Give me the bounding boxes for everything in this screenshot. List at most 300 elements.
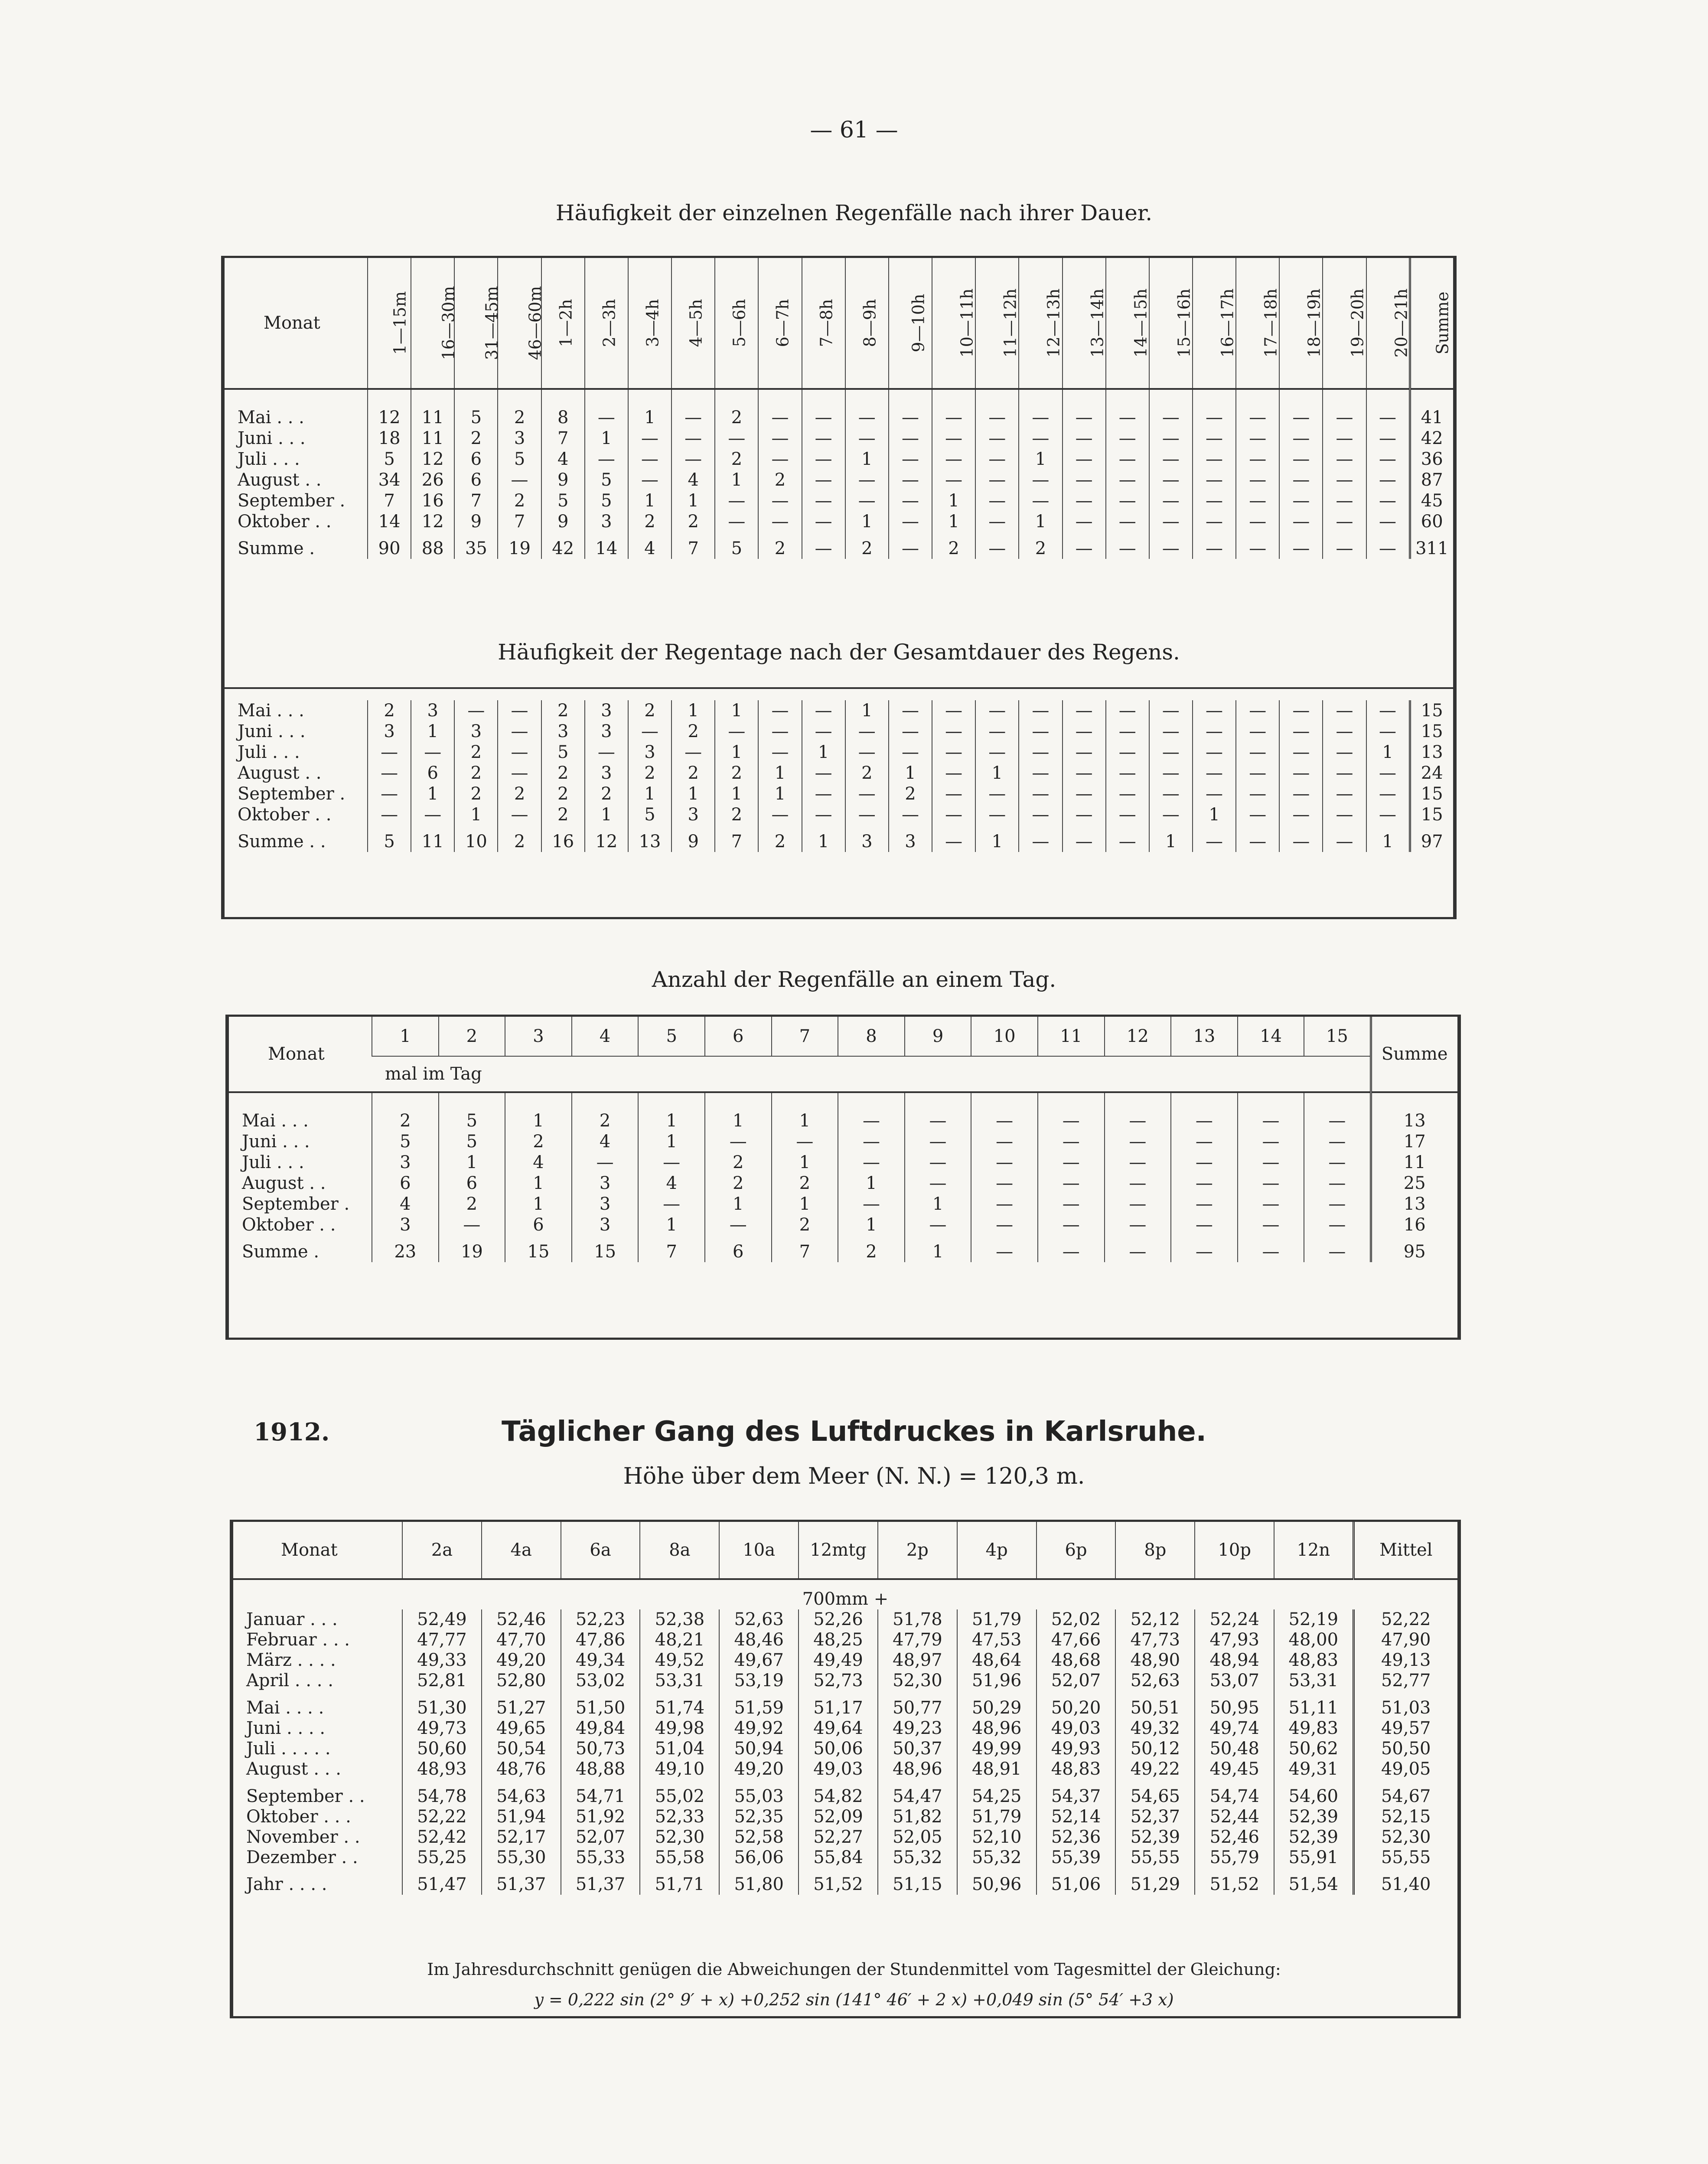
table-row (233, 1609, 1457, 1630)
value-cell: — (1193, 511, 1236, 532)
value-cell: 51,78 (878, 1609, 957, 1630)
sum-cell: — (1038, 1235, 1105, 1262)
value-cell: 1 (411, 721, 454, 742)
value-cell: 5 (585, 490, 628, 511)
value-cell: — (1279, 389, 1323, 428)
value-cell: 49,34 (561, 1650, 640, 1671)
value-cell: 54,63 (482, 1779, 561, 1807)
column-header: 8p (1115, 1522, 1195, 1579)
month-cell: September . . (246, 1786, 365, 1806)
table-row (233, 1691, 1457, 1718)
base-label: 700mm + (802, 1589, 889, 1609)
column-header: 4a (482, 1522, 561, 1579)
table-row (225, 428, 1453, 449)
column-header: 4 (572, 1017, 639, 1056)
value-cell: 13 (1371, 1194, 1457, 1214)
sum-cell: — (1279, 532, 1323, 559)
value-cell: — (1038, 1173, 1105, 1194)
column-header (1063, 258, 1106, 389)
sum-label: Summe . (242, 1242, 319, 1262)
column-header-label: 19—20h (1348, 288, 1368, 358)
value-cell: — (889, 721, 932, 742)
sum-cell: 51,29 (1115, 1868, 1195, 1895)
value-cell: 48,96 (957, 1718, 1037, 1739)
sum-cell: 35 (454, 532, 498, 559)
value-cell: 51,50 (561, 1691, 640, 1718)
value-cell: 52,36 (1037, 1827, 1116, 1847)
sum-row (225, 825, 1453, 852)
value-cell: 1 (845, 449, 889, 470)
column-header: Mittel (1353, 1522, 1457, 1579)
value-cell: — (975, 490, 1019, 511)
value-cell: 52,33 (640, 1807, 719, 1827)
value-cell: — (905, 1131, 971, 1152)
value-cell: 48,00 (1274, 1630, 1353, 1650)
header-row (233, 1522, 1457, 1579)
month-cell: Dezember . . (246, 1847, 358, 1867)
sum-cell: 2 (1019, 532, 1062, 559)
value-cell: 55,84 (799, 1847, 878, 1868)
value-cell: — (1366, 449, 1410, 470)
value-cell: — (1019, 721, 1062, 742)
sum-cell: 51,15 (878, 1868, 957, 1895)
table-row (229, 1131, 1457, 1152)
value-cell: — (671, 428, 715, 449)
value-cell: — (439, 1214, 505, 1235)
value-cell: — (1106, 763, 1149, 783)
sum-cell: — (1323, 825, 1366, 852)
value-cell: 52,27 (799, 1827, 878, 1847)
column-header (1236, 258, 1279, 389)
value-cell: 55,55 (1353, 1847, 1457, 1868)
value-cell: 52,10 (957, 1827, 1037, 1847)
table4-box (230, 1520, 1461, 2018)
value-cell: — (1038, 1194, 1105, 1214)
table-row (225, 763, 1453, 783)
table-row (229, 1214, 1457, 1235)
column-header-label: 6—7h (773, 299, 792, 347)
sum-cell: 97 (1410, 825, 1453, 852)
value-cell: 6 (411, 763, 454, 783)
value-cell: 49,13 (1353, 1650, 1457, 1671)
column-header (585, 258, 628, 389)
value-cell: — (1323, 700, 1366, 721)
value-cell: — (1063, 763, 1106, 783)
value-cell: — (671, 742, 715, 763)
value-cell: 2 (772, 1214, 838, 1235)
value-cell: 1 (1019, 511, 1062, 532)
column-header: Summe (1371, 1017, 1457, 1092)
value-cell: — (1366, 763, 1410, 783)
value-cell: — (1323, 470, 1366, 490)
value-cell: — (1304, 1173, 1371, 1194)
sum-cell: 1 (905, 1235, 971, 1262)
value-cell: 48,96 (878, 1759, 957, 1779)
value-cell: — (1106, 783, 1149, 804)
value-cell: — (802, 490, 845, 511)
column-header (1193, 258, 1236, 389)
value-cell: 50,95 (1195, 1691, 1274, 1718)
value-cell: — (1238, 1194, 1304, 1214)
subheader-row (229, 1056, 1457, 1092)
table-row (229, 1194, 1457, 1214)
sum-cell: 88 (411, 532, 454, 559)
value-cell: — (1279, 490, 1323, 511)
value-cell: 3 (585, 700, 628, 721)
month-cell: Mai . . . (238, 408, 304, 428)
value-cell: 1 (671, 700, 715, 721)
value-cell: 51,79 (957, 1807, 1037, 1827)
value-cell: — (1366, 470, 1410, 490)
sum-cell: — (1279, 825, 1323, 852)
month-cell: Juli . . . (238, 449, 300, 469)
value-cell: 50,29 (957, 1691, 1037, 1718)
value-cell: 49,05 (1353, 1759, 1457, 1779)
sum-cell: 6 (705, 1235, 772, 1262)
value-cell: — (1236, 428, 1279, 449)
value-cell: 49,03 (1037, 1718, 1116, 1739)
value-cell: 2 (628, 700, 671, 721)
column-header (541, 258, 585, 389)
table2-rule (225, 687, 1453, 689)
value-cell: 54,60 (1274, 1779, 1353, 1807)
value-cell: — (705, 1131, 772, 1152)
value-cell: — (1279, 428, 1323, 449)
value-cell: — (1019, 804, 1062, 825)
value-cell: — (1236, 470, 1279, 490)
value-cell: 47,53 (957, 1630, 1037, 1650)
table-row (233, 1759, 1457, 1779)
value-cell: — (1193, 449, 1236, 470)
column-header: 6p (1037, 1522, 1116, 1579)
value-cell: 49,74 (1195, 1718, 1274, 1739)
column-header-label: 1—15m (390, 291, 410, 355)
value-cell: — (1323, 428, 1366, 449)
value-cell: 50,48 (1195, 1739, 1274, 1759)
value-cell: — (758, 742, 802, 763)
value-cell: — (1063, 490, 1106, 511)
sum-cell: 3 (845, 825, 889, 852)
value-cell: — (1063, 389, 1106, 428)
column-header-label: 5—6h (730, 299, 749, 347)
value-cell: 1 (772, 1092, 838, 1131)
table3 (229, 1017, 1457, 1262)
sum-cell: 5 (368, 825, 411, 852)
value-cell: 12 (411, 449, 454, 470)
column-header-label: 16—30m (439, 286, 458, 360)
value-cell: — (1366, 700, 1410, 721)
value-cell: 15 (1410, 783, 1453, 804)
value-cell: 2 (454, 783, 498, 804)
value-cell: — (845, 428, 889, 449)
value-cell: — (1063, 700, 1106, 721)
column-header: 13 (1171, 1017, 1238, 1056)
table-row (233, 1630, 1457, 1650)
value-cell: — (1304, 1194, 1371, 1214)
table-row (229, 1152, 1457, 1173)
value-cell: — (1038, 1092, 1105, 1131)
value-cell: 2 (498, 490, 541, 511)
value-cell: 2 (372, 1092, 439, 1131)
value-cell: 1 (715, 783, 758, 804)
sum-cell: 51,37 (482, 1868, 561, 1895)
sum-cell: 9 (671, 825, 715, 852)
column-header: 12n (1274, 1522, 1353, 1579)
value-cell: 11 (411, 389, 454, 428)
value-cell: — (628, 449, 671, 470)
value-cell: — (889, 428, 932, 449)
value-cell: 55,33 (561, 1847, 640, 1868)
value-cell: 5 (628, 804, 671, 825)
value-cell: 51,82 (878, 1807, 957, 1827)
value-cell: — (758, 428, 802, 449)
sum-label: Summe . . (238, 832, 326, 852)
value-cell: 5 (541, 490, 585, 511)
value-cell: 4 (372, 1194, 439, 1214)
column-header: 12mtg (799, 1522, 878, 1579)
value-cell: 1 (628, 389, 671, 428)
value-cell: 49,98 (640, 1718, 719, 1739)
sum-cell: 51,37 (561, 1868, 640, 1895)
value-cell: — (1279, 742, 1323, 763)
value-cell: — (1149, 511, 1193, 532)
value-cell: — (1366, 804, 1410, 825)
value-cell: — (1149, 470, 1193, 490)
value-cell: — (1171, 1152, 1238, 1173)
column-header: 11 (1038, 1017, 1105, 1056)
column-header: 9 (905, 1017, 971, 1056)
value-cell: 3 (541, 721, 585, 742)
value-cell: 49,83 (1274, 1718, 1353, 1739)
value-cell: — (368, 783, 411, 804)
value-cell: 50,37 (878, 1739, 957, 1759)
value-cell: 55,30 (482, 1847, 561, 1868)
value-cell: — (1149, 389, 1193, 428)
table-row (229, 1173, 1457, 1194)
value-cell: 13 (1371, 1092, 1457, 1131)
value-cell: — (971, 1194, 1038, 1214)
value-cell: — (758, 511, 802, 532)
value-cell: — (1149, 763, 1193, 783)
sum-cell: 51,54 (1274, 1868, 1353, 1895)
table4 (233, 1522, 1457, 1895)
value-cell: 48,83 (1274, 1650, 1353, 1671)
value-cell: — (628, 721, 671, 742)
sum-cell: 2 (758, 532, 802, 559)
table-row (229, 1092, 1457, 1131)
value-cell: — (1279, 804, 1323, 825)
value-cell: 18 (368, 428, 411, 449)
sum-cell: — (932, 825, 975, 852)
value-cell: — (1236, 804, 1279, 825)
table-row (225, 742, 1453, 763)
column-header-label: Summe (1433, 291, 1452, 355)
value-cell: 2 (541, 783, 585, 804)
value-cell: — (1238, 1214, 1304, 1235)
sum-row (233, 1868, 1457, 1895)
month-cell: Juni . . . (238, 721, 306, 741)
sum-cell: 2 (838, 1235, 905, 1262)
value-cell: — (932, 742, 975, 763)
column-header: 4p (957, 1522, 1037, 1579)
value-cell: — (758, 700, 802, 721)
value-cell: — (758, 490, 802, 511)
value-cell: 52,12 (1115, 1609, 1195, 1630)
column-header-label: 16—17h (1218, 288, 1237, 358)
value-cell: — (1279, 721, 1323, 742)
value-cell: — (932, 721, 975, 742)
value-cell: 36 (1410, 449, 1453, 470)
value-cell: 47,77 (402, 1630, 482, 1650)
value-cell: 52,39 (1274, 1807, 1353, 1827)
value-cell: — (971, 1152, 1038, 1173)
value-cell: 48,97 (878, 1650, 957, 1671)
value-cell: — (1279, 511, 1323, 532)
value-cell: — (1019, 490, 1062, 511)
table3-title: Anzahl der Regenfälle an einem Tag. (652, 967, 1056, 992)
column-header (1366, 258, 1410, 389)
value-cell: — (411, 742, 454, 763)
value-cell: — (498, 721, 541, 742)
value-cell: 50,62 (1274, 1739, 1353, 1759)
value-cell: 50,77 (878, 1691, 957, 1718)
value-cell: 48,64 (957, 1650, 1037, 1671)
sum-cell: — (1366, 532, 1410, 559)
value-cell: 54,82 (799, 1779, 878, 1807)
value-cell: — (1279, 763, 1323, 783)
month-cell: Juni . . . (242, 1132, 310, 1152)
value-cell: — (1105, 1131, 1171, 1152)
column-header (975, 258, 1019, 389)
value-cell: — (1019, 700, 1062, 721)
value-cell: 11 (411, 428, 454, 449)
value-cell: — (368, 742, 411, 763)
column-header-label: 17—18h (1261, 288, 1281, 358)
sum-cell: 5 (715, 532, 758, 559)
value-cell: 6 (454, 449, 498, 470)
value-cell: 9 (541, 511, 585, 532)
sum-cell: 14 (585, 532, 628, 559)
value-cell: 48,46 (719, 1630, 799, 1650)
value-cell: 1 (585, 804, 628, 825)
value-cell: 1 (932, 511, 975, 532)
value-cell: — (1366, 389, 1410, 428)
value-cell: — (1323, 449, 1366, 470)
value-cell: — (498, 470, 541, 490)
column-header: 6a (561, 1522, 640, 1579)
value-cell: 50,06 (799, 1739, 878, 1759)
value-cell: 49,20 (719, 1759, 799, 1779)
value-cell: 16 (1371, 1214, 1457, 1235)
value-cell: 16 (411, 490, 454, 511)
value-cell: — (1366, 490, 1410, 511)
value-cell: — (1171, 1173, 1238, 1194)
value-cell: — (715, 511, 758, 532)
value-cell: 2 (572, 1092, 639, 1131)
sum-cell: — (975, 532, 1019, 559)
value-cell: — (975, 470, 1019, 490)
value-cell: 52,49 (402, 1609, 482, 1630)
sum-cell: 50,96 (957, 1868, 1037, 1895)
sum-cell: — (802, 532, 845, 559)
value-cell: 17 (1371, 1131, 1457, 1152)
value-cell: 49,20 (482, 1650, 561, 1671)
sum-label: Summe . (238, 539, 315, 558)
table4-subtitle: Höhe über dem Meer (N. N.) = 120,3 m. (623, 1463, 1085, 1489)
value-cell: 3 (368, 721, 411, 742)
value-cell: 13 (1410, 742, 1453, 763)
sum-cell: — (1193, 532, 1236, 559)
value-cell: 48,21 (640, 1630, 719, 1650)
value-cell: 1 (671, 490, 715, 511)
value-cell: 52,37 (1115, 1807, 1195, 1827)
table-row (233, 1807, 1457, 1827)
month-cell: April . . . . (246, 1671, 333, 1691)
value-cell: 52,26 (799, 1609, 878, 1630)
column-header (1019, 258, 1062, 389)
column-header (1323, 258, 1366, 389)
value-cell: — (845, 490, 889, 511)
value-cell: — (1323, 763, 1366, 783)
value-cell: — (1193, 389, 1236, 428)
value-cell: 2 (671, 511, 715, 532)
value-cell: 52,15 (1353, 1807, 1457, 1827)
footnote-equation: y = 0,222 sin (2° 9′ + x) +0,252 sin (141° 46′ + 2 x) +0,049 sin (5° 54′ +3 x) (534, 1990, 1174, 2009)
sum-label: Jahr . . . . (246, 1874, 327, 1894)
value-cell: — (1105, 1152, 1171, 1173)
month-cell: Januar . . . (246, 1609, 338, 1629)
value-cell: — (1063, 449, 1106, 470)
value-cell: — (585, 389, 628, 428)
value-cell: — (1105, 1092, 1171, 1131)
value-cell: — (1038, 1214, 1105, 1235)
value-cell: 52,39 (1274, 1827, 1353, 1847)
value-cell: 26 (411, 470, 454, 490)
month-cell: Juli . . . (238, 742, 300, 762)
table-row (233, 1671, 1457, 1691)
value-cell: 48,25 (799, 1630, 878, 1650)
value-cell: 1 (715, 700, 758, 721)
value-cell: — (1149, 783, 1193, 804)
value-cell: — (1323, 511, 1366, 532)
value-cell: 47,90 (1353, 1630, 1457, 1650)
value-cell: — (1063, 470, 1106, 490)
value-cell: 2 (889, 783, 932, 804)
column-header-monat: Monat (229, 1017, 372, 1092)
value-cell: — (705, 1214, 772, 1235)
value-cell: 52,22 (1353, 1609, 1457, 1630)
value-cell: 51,03 (1353, 1691, 1457, 1718)
table3-box (225, 1015, 1461, 1340)
sum-cell: 15 (505, 1235, 572, 1262)
sum-cell: — (1238, 1235, 1304, 1262)
value-cell: 51,11 (1274, 1691, 1353, 1718)
value-cell: 1 (585, 428, 628, 449)
value-cell: 1 (671, 783, 715, 804)
value-cell: 53,07 (1195, 1671, 1274, 1691)
value-cell: 1 (638, 1214, 705, 1235)
value-cell: 52,07 (561, 1827, 640, 1847)
value-cell: 1 (932, 490, 975, 511)
value-cell: 48,68 (1037, 1650, 1116, 1671)
value-cell: 11 (1371, 1152, 1457, 1173)
value-cell: 2 (439, 1194, 505, 1214)
value-cell: — (932, 470, 975, 490)
column-header-label: 7—8h (816, 299, 836, 347)
value-cell: 3 (585, 511, 628, 532)
value-cell: — (889, 700, 932, 721)
sum-cell: — (1236, 825, 1279, 852)
